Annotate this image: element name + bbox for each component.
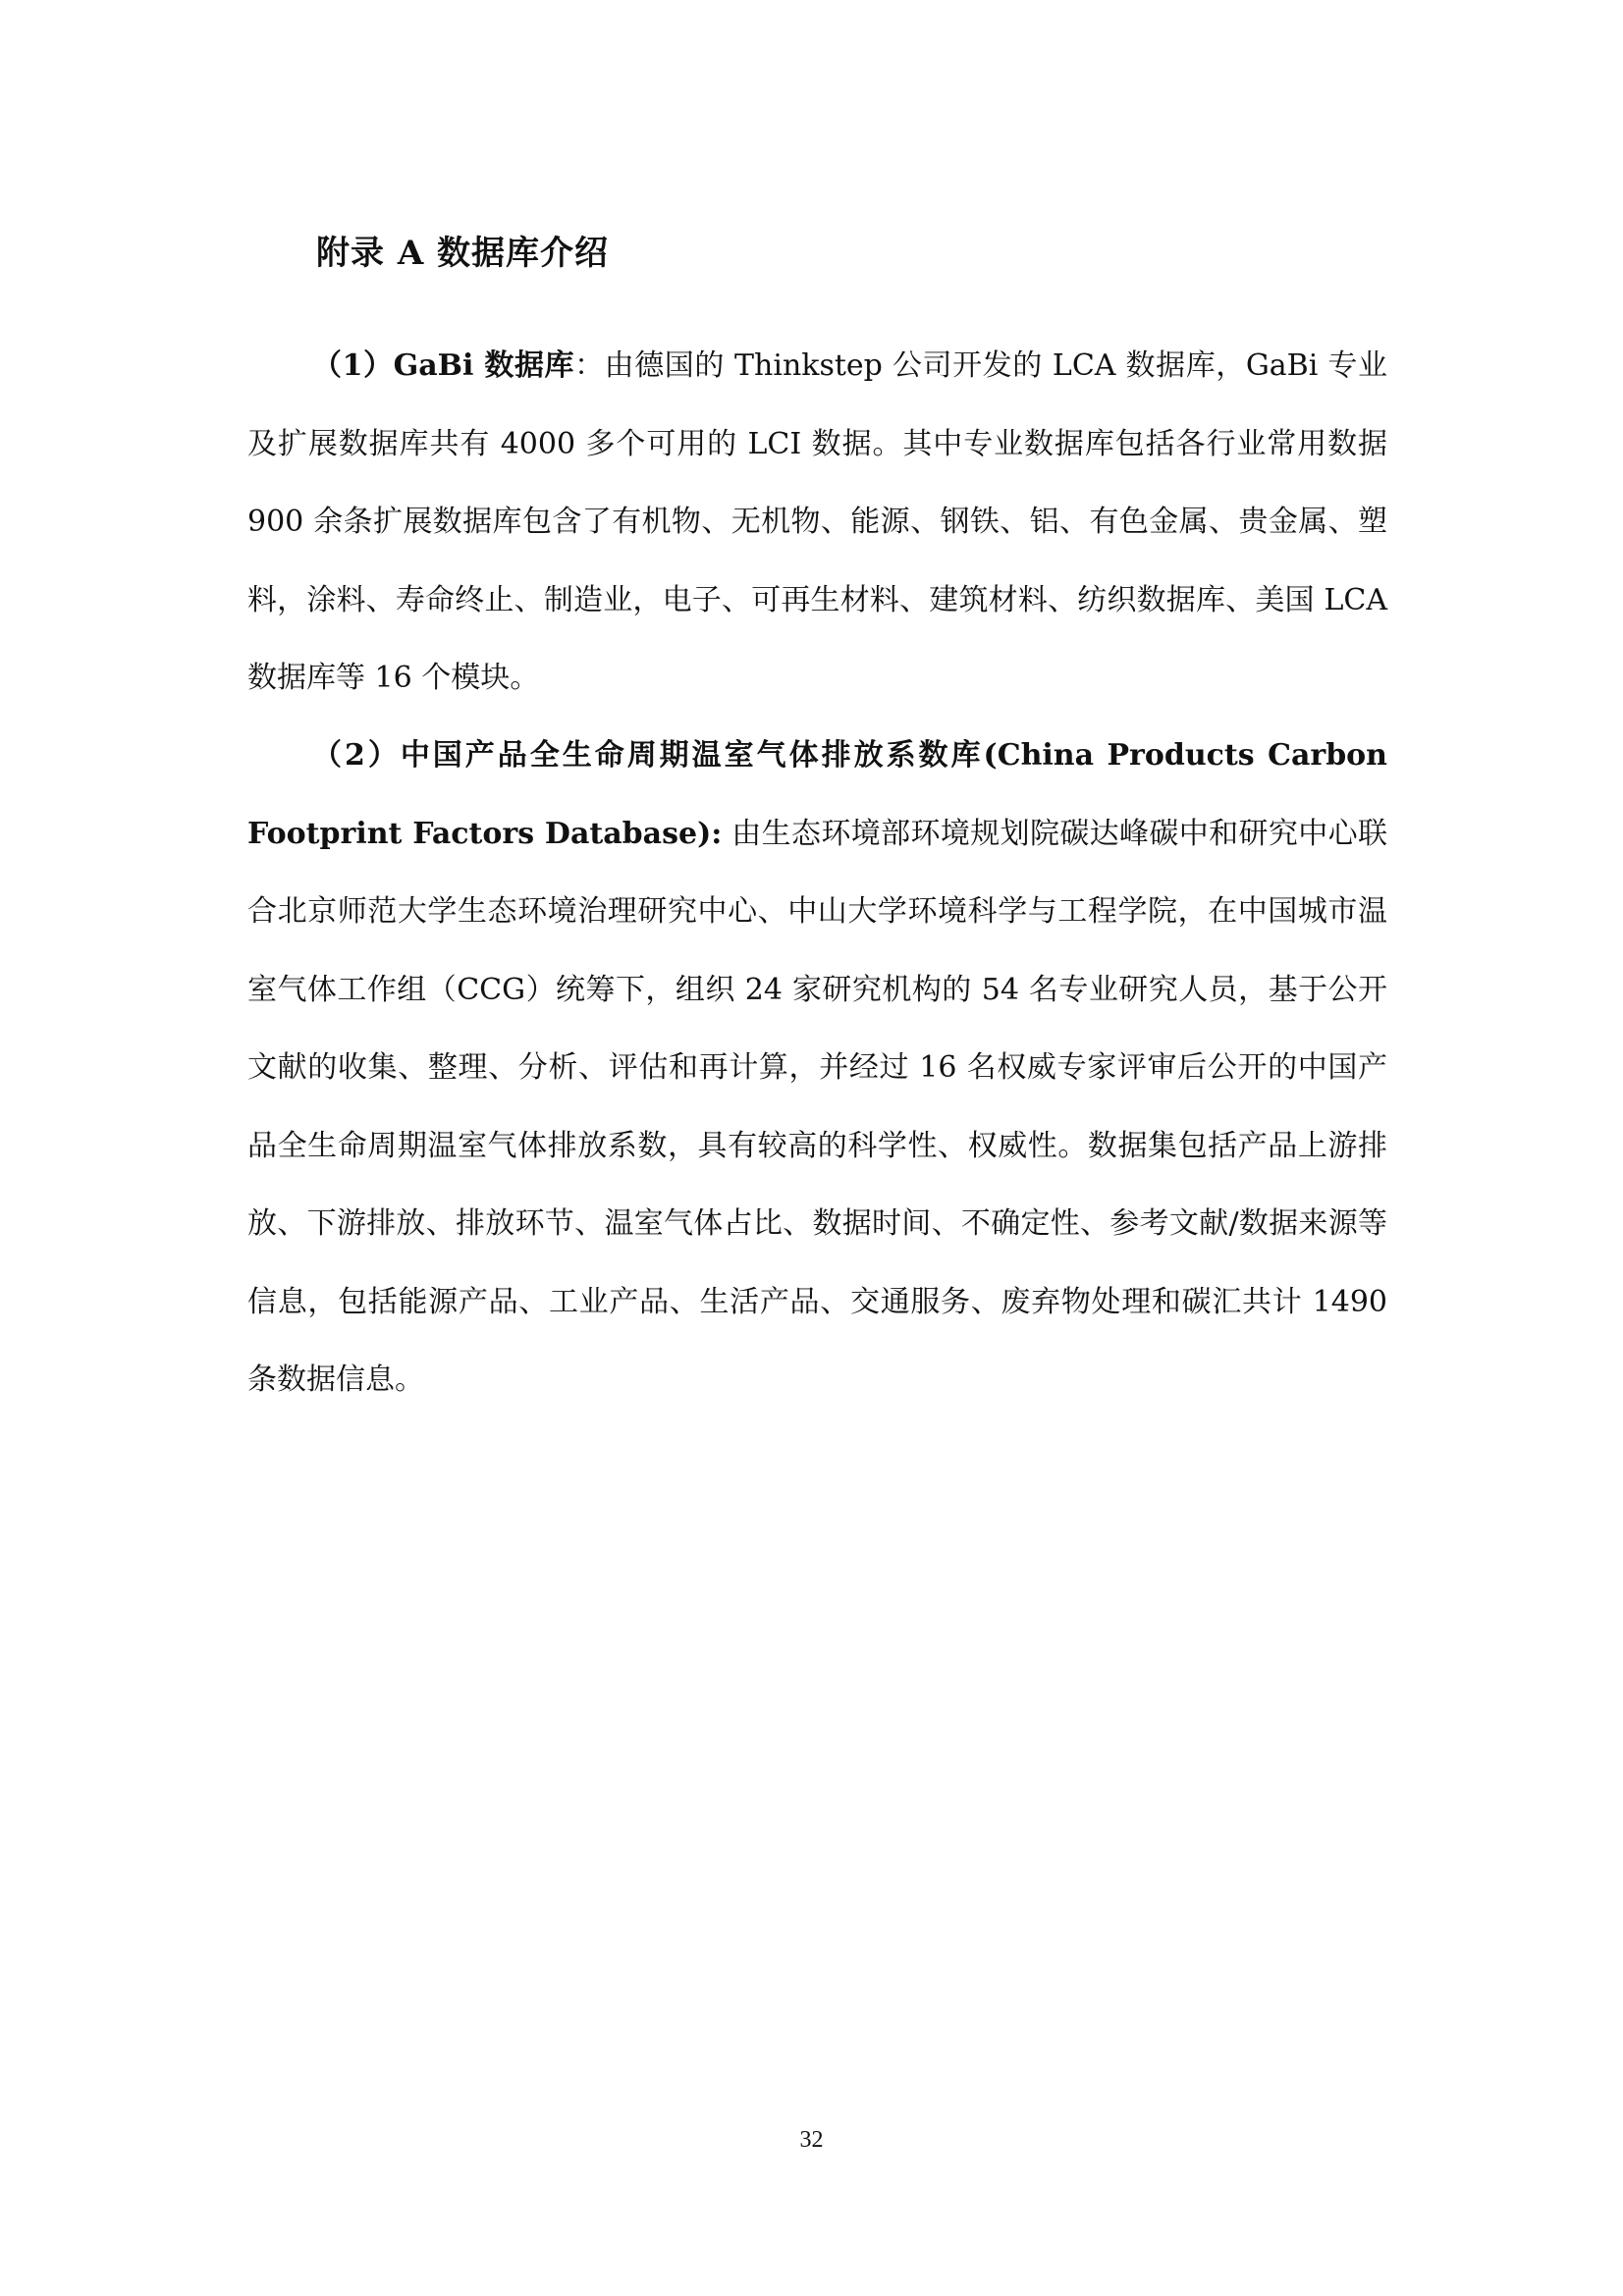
paragraph-gabi — [247, 327, 1387, 718]
paragraph-china-products-database — [247, 717, 1387, 1419]
page-number: 32 — [799, 2127, 824, 2153]
appendix-heading: 附录 A 数据库介绍 — [316, 234, 610, 273]
paragraph-gabi-lead: （1）GaBi 数据库 — [312, 348, 575, 383]
paragraph-gabi-text: ：由德国的 Thinkstep 公司开发的 LCA 数据库，GaBi 专业及扩展数据库共有 4000 多个可用的 LCI 数据。其中专业数据库包括各行业常用数据 900 余条扩展数据库包含了有机物、无机物、能源、钢铁、铝、有色金属、贵金属、塑料，涂料、寿命终止、制造业，电子、可再生材料、建筑材料、纺织数据库、美国 LCA 数据库等 16 个模块。 — [247, 348, 1387, 695]
paragraph-china-products-lead: （2）中国产品全生命周期温室气体排放系数库(China Products Carbon Footprint Factors Database): — [247, 738, 1387, 851]
paragraph-china-products-text: 由生态环境部环境规划院碳达峰碳中和研究中心联合北京师范大学生态环境治理研究中心、中山大学环境科学与工程学院，在中国城市温室气体工作组（CCG）统筹下，组织 24 家研究机构的 54 名专业研究人员，基于公开文献的收集、整理、分析、评估和再计算，并经过 16 名权威专家评审后公开的中国产品全生命周期温室气体排放系数，具有较高的科学性、权威性。数据集包括产品上游排放、下游排放、排放环节、温室气体占比、数据时间、不确定性、参考文献/数据来源等信息，包括能源产品、工业产品、生活产品、交通服务、废弃物处理和碳汇共计 1490 条数据信息。 — [247, 816, 1388, 1397]
